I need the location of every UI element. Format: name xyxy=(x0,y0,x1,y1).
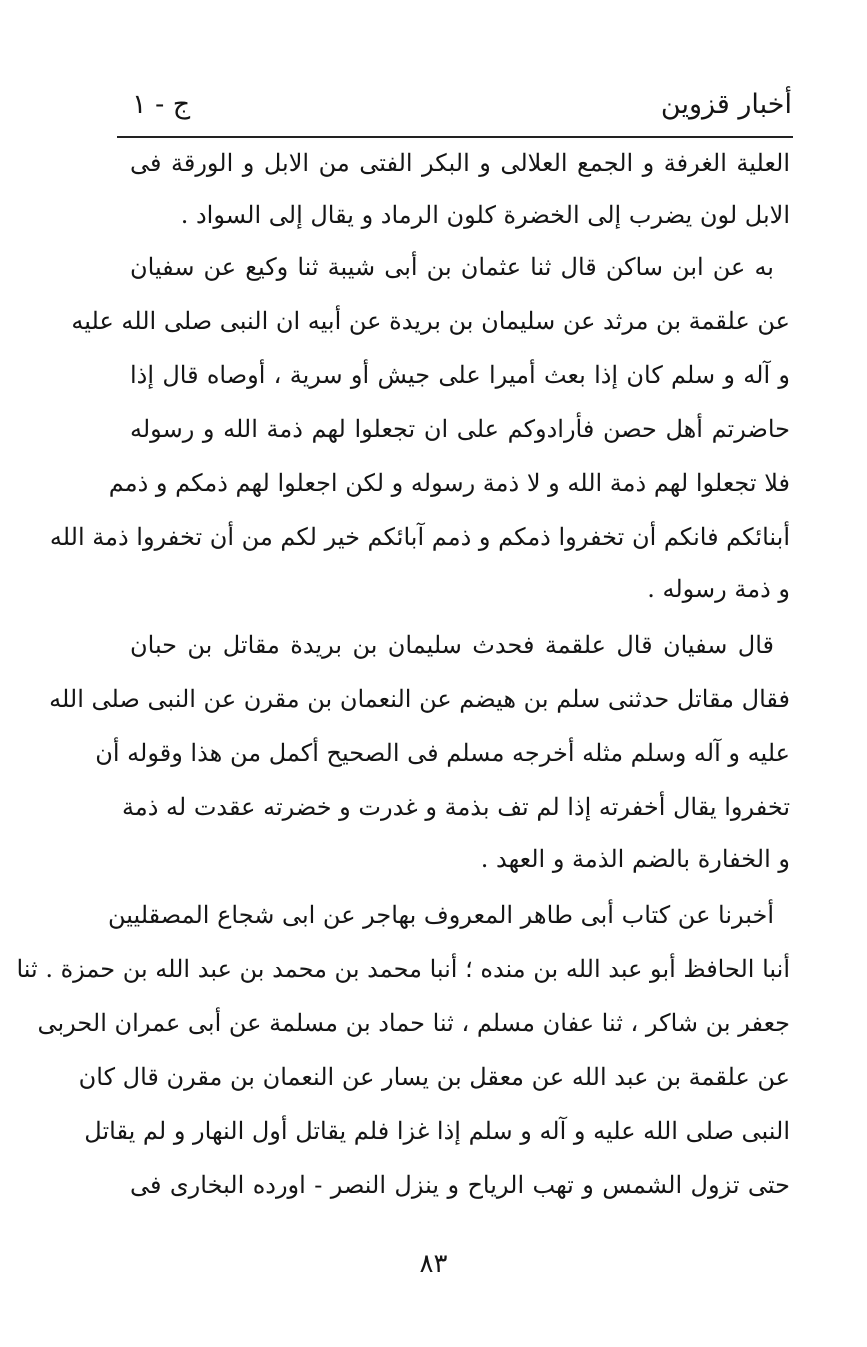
text-line: عن علقمة بن عبد الله عن معقل بن يسار عن النعمان بن مقرن قال كان xyxy=(78,1063,790,1091)
page-number: ٨٣ xyxy=(419,1249,448,1279)
text-line: قال سفيان قال علقمة فحدث سليمان بن بريدة مقاتل بن حبان xyxy=(130,631,774,659)
text-line: عليه و آله وسلم مثله أخرجه مسلم فى الصحيح أكمل من هذا وقوله أن xyxy=(95,739,790,767)
text-line: فقال مقاتل حدثنى سلم بن هيضم عن النعمان بن مقرن عن النبى صلى الله xyxy=(49,685,790,713)
text-line: أخبرنا عن كتاب أبى طاهر المعروف بهاجر عن ابى شجاع المصقليين xyxy=(107,901,774,929)
text-line: و آله و سلم كان إذا بعث أميرا على جيش أو سرية ، أوصاه قال إذا xyxy=(130,361,790,389)
text-line: جعفر بن شاكر ، ثنا عفان مسلم ، ثنا حماد بن مسلمة عن أبى عمران الحربى xyxy=(37,1009,790,1037)
text-line: حاضرتم أهل حصن فأرادوكم على ان تجعلوا لهم ذمة الله و رسوله xyxy=(130,415,790,443)
text-line: الابل لون يضرب إلى الخضرة كلون الرماد و يقال إلى السواد . xyxy=(180,201,790,229)
text-line: العلية الغرفة و الجمع العلالى و البكر الفتى من الابل و الورقة فى xyxy=(130,149,790,177)
volume-number: ج - ١ xyxy=(132,89,191,120)
running-header xyxy=(120,80,792,130)
text-line: أبنائكم فانكم أن تخفروا ذمكم و ذمم آبائكم خير لكم من أن تخفروا ذمة الله xyxy=(49,523,790,551)
text-line: و ذمة رسوله . xyxy=(647,575,790,603)
text-line: عن علقمة بن مرثد عن سليمان بن بريدة عن أبيه ان النبى صلى الله عليه xyxy=(71,307,790,335)
text-line: به عن ابن ساكن قال ثنا عثمان بن أبى شيبة ثنا وكيع عن سفيان xyxy=(130,253,774,281)
text-line: و الخفارة بالضم الذمة و العهد . xyxy=(480,845,790,873)
text-line: فلا تجعلوا لهم ذمة الله و لا ذمة رسوله و لكن اجعلوا لهم ذمكم و ذمم xyxy=(108,469,790,497)
text-line: أنبا الحافظ أبو عبد الله بن منده ؛ أنبا محمد بن محمد بن عبد الله بن حمزة . ثنا xyxy=(16,955,790,983)
running-title: أخبار قزوين xyxy=(660,89,792,120)
header-rule xyxy=(117,136,793,138)
text-line: تخفروا يقال أخفرته إذا لم تف بذمة و غدرت و خضرته عقدت له ذمة xyxy=(121,793,790,821)
text-line: حتى تزول الشمس و تهب الرياح و ينزل النصر - اورده البخارى فى xyxy=(130,1171,790,1199)
body-text xyxy=(16,148,790,1200)
text-line: النبى صلى الله عليه و آله و سلم إذا غزا فلم يقاتل أول النهار و لم يقاتل xyxy=(84,1117,790,1145)
